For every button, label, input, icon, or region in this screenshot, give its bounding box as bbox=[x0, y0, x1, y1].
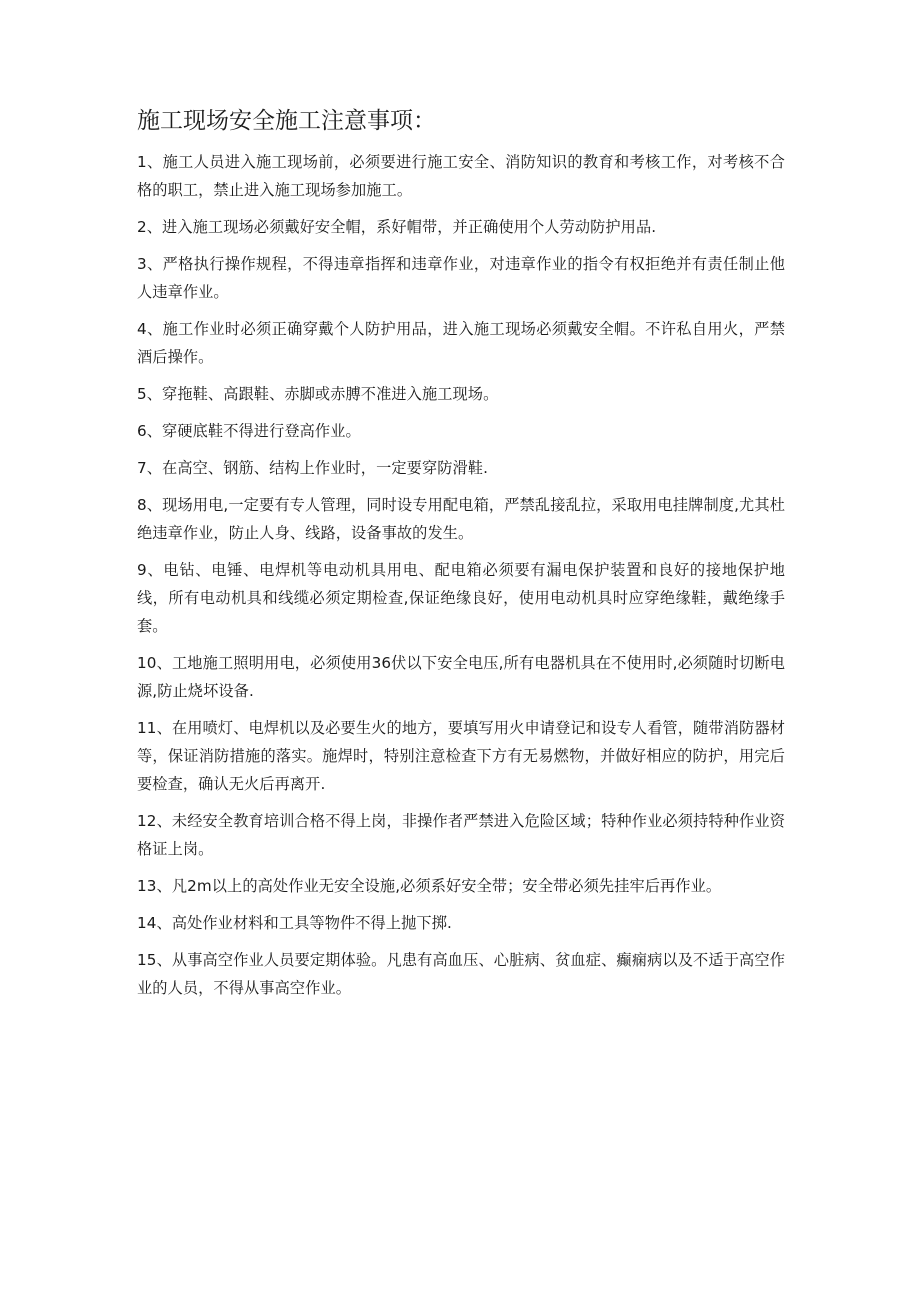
list-item: 6、穿硬底鞋不得进行登高作业。 bbox=[137, 422, 361, 440]
list-item: 15、从事高空作业人员要定期体验。凡患有高血压、心脏病、贫血症、癫痫病以及不适于高空作业的人员，不得从事高空作业。 bbox=[137, 951, 785, 997]
list-item: 4、施工作业时必须正确穿戴个人防护用品，进入施工现场必须戴安全帽。不许私自用火，严禁酒后操作。 bbox=[137, 320, 785, 366]
safety-items-list bbox=[137, 148, 785, 1011]
list-item: 7、在高空、钢筋、结构上作业时，一定要穿防滑鞋. bbox=[137, 459, 489, 477]
list-item: 5、穿拖鞋、高跟鞋、赤脚或赤膊不准进入施工现场。 bbox=[137, 385, 499, 403]
list-item: 1、施工人员进入施工现场前，必须要进行施工安全、消防知识的教育和考核工作，对考核不合格的职工，禁止进入施工现场参加施工。 bbox=[137, 153, 785, 199]
list-item: 3、严格执行操作规程，不得违章指挥和违章作业，对违章作业的指令有权拒绝并有责任制止他人违章作业。 bbox=[137, 255, 785, 301]
list-item: 11、在用喷灯、电焊机以及必要生火的地方，要填写用火申请登记和设专人看管，随带消防器材等，保证消防措施的落实。施焊时，特别注意检查下方有无易燃物，并做好相应的防护，用完后要检查，确认无火后再离开. bbox=[137, 719, 785, 793]
list-item: 8、现场用电,一定要有专人管理，同时设专用配电箱，严禁乱接乱拉，采取用电挂牌制度,尤其杜绝违章作业，防止人身、线路，设备事故的发生。 bbox=[137, 496, 785, 542]
list-item: 13、凡2m以上的高处作业无安全设施,必须系好安全带；安全带必须先挂牢后再作业。 bbox=[137, 877, 722, 895]
document-title: 施工现场安全施工注意事项： bbox=[137, 108, 436, 134]
list-item: 14、高处作业材料和工具等物件不得上抛下掷. bbox=[137, 914, 452, 932]
list-item: 10、工地施工照明用电，必须使用36伏以下安全电压,所有电器机具在不使用时,必须随时切断电源,防止烧坏设备. bbox=[137, 654, 785, 700]
list-item: 2、进入施工现场必须戴好安全帽，系好帽带，并正确使用个人劳动防护用品. bbox=[137, 218, 657, 236]
list-item: 9、电钻、电锤、电焊机等电动机具用电、配电箱必须要有漏电保护装置和良好的接地保护地线，所有电动机具和线缆必须定期检查,保证绝缘良好，使用电动机具时应穿绝缘鞋，戴绝缘手套。 bbox=[137, 561, 785, 635]
list-item: 12、未经安全教育培训合格不得上岗，非操作者严禁进入危险区域；特种作业必须持特种作业资格证上岗。 bbox=[137, 812, 785, 858]
